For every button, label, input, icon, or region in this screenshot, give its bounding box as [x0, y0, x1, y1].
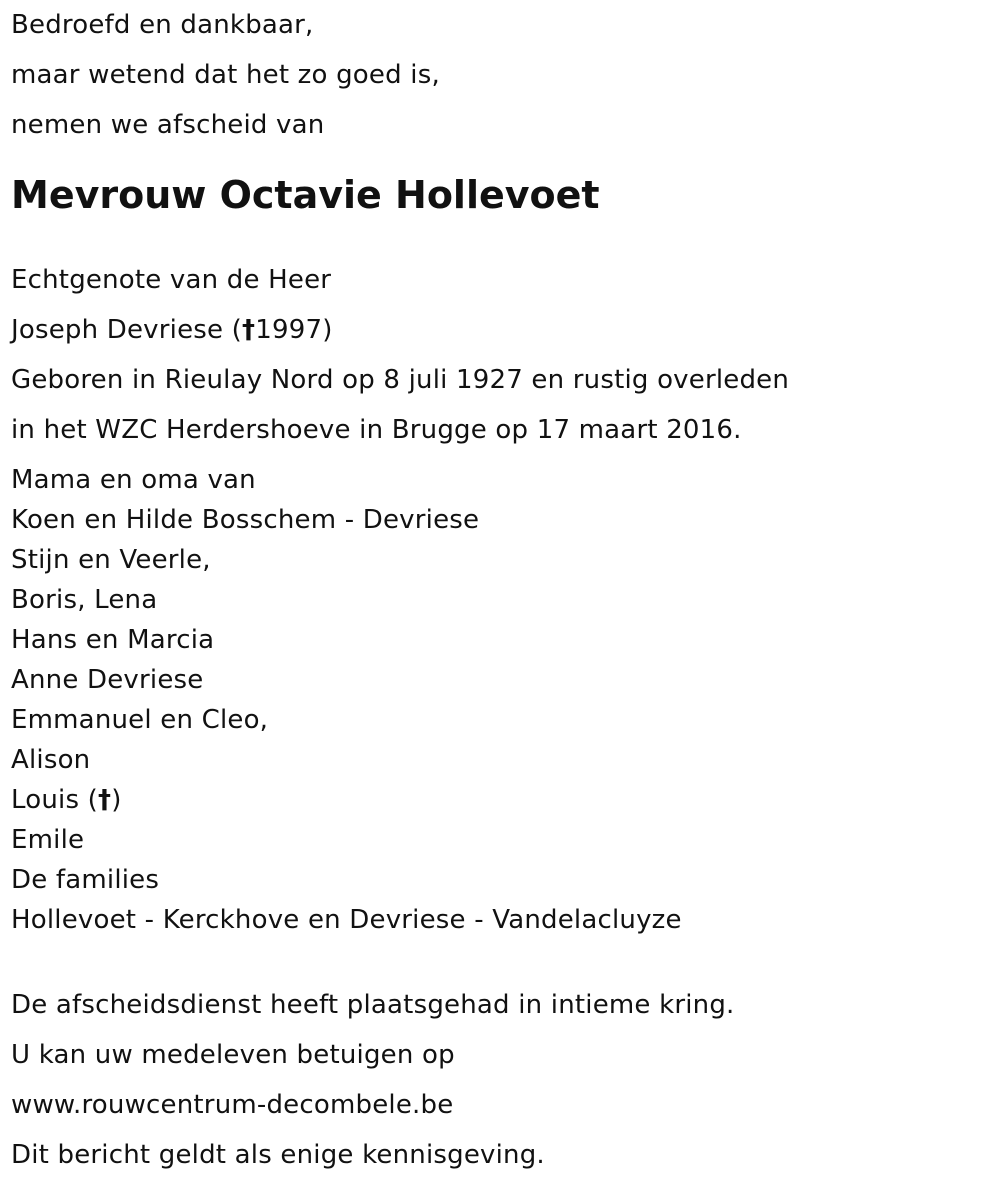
spouse-death-year: 1997) [255, 315, 333, 345]
family-member: Boris, Lena [11, 585, 158, 615]
family-member: Emmanuel en Cleo, [11, 705, 269, 735]
closing-line-2: U kan uw medeleven betuigen op [11, 1040, 455, 1070]
family-member-louis [11, 780, 986, 820]
born-line: Geboren in Rieulay Nord op 8 juli 1927 en rustig overleden [11, 365, 790, 395]
family-member: Anne Devriese [11, 665, 204, 695]
intro-line-3: nemen we afscheid van [11, 110, 325, 140]
louis-suffix: ) [111, 785, 122, 815]
family-member: Hollevoet - Kerckhove en Devriese - Vandelacluyze [11, 905, 682, 935]
spouse-name-line [11, 305, 986, 355]
died-line: in het WZC Herdershoeve in Brugge op 17 maart 2016. [11, 415, 742, 445]
intro-line-2: maar wetend dat het zo goed is, [11, 60, 440, 90]
closing-line-1: De afscheidsdienst heeft plaatsgehad in intieme kring. [11, 990, 735, 1020]
family-member: Emile [11, 825, 85, 855]
family-member: Hans en Marcia [11, 625, 215, 655]
family-member: Koen en Hilde Bosschem - Devriese [11, 505, 480, 535]
website-link[interactable]: www.rouwcentrum-decombele.be [11, 1090, 454, 1120]
spouse-line: Echtgenote van de Heer [11, 265, 332, 295]
deceased-name: Mevrouw Octavie Hollevoet [11, 173, 600, 217]
louis-name: Louis ( [11, 785, 98, 815]
family-member: De families [11, 865, 160, 895]
obituary-notice [11, 0, 986, 1180]
closing-line-4: Dit bericht geldt als enige kennisgeving. [11, 1140, 545, 1170]
cross-icon: † [242, 315, 256, 345]
intro-line-1: Bedroefd en dankbaar, [11, 10, 314, 40]
spouse-name: Joseph Devriese ( [11, 315, 243, 345]
family-heading: Mama en oma van [11, 465, 256, 495]
family-member: Stijn en Veerle, [11, 545, 211, 575]
family-member: Alison [11, 745, 91, 775]
cross-icon: † [98, 785, 112, 815]
